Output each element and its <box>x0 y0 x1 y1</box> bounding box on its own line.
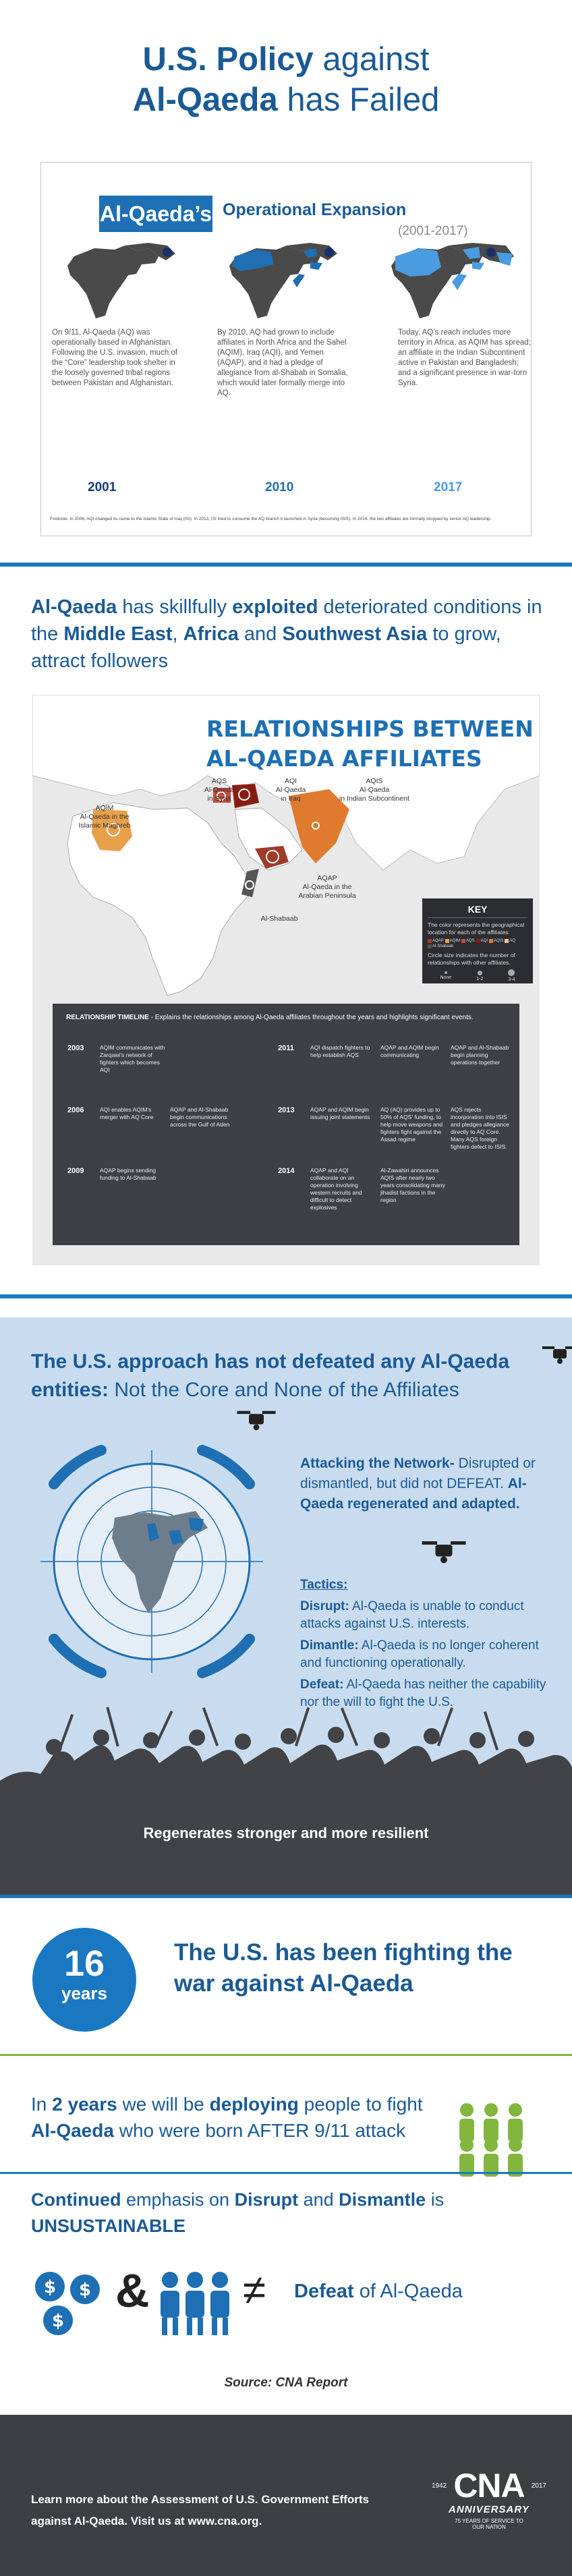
text-run: deteriorated conditions in the <box>31 596 542 645</box>
label-aqim: AQIM Al-Qaeda in the Islamic Maghreb <box>78 804 131 830</box>
text-run: we will be <box>117 2094 210 2115</box>
label-aqs: AQS Al-Qaeda in Syria <box>204 777 235 803</box>
text-run: deploying <box>209 2094 299 2115</box>
key-label: AQIM <box>449 939 461 943</box>
expansion-footnote: Footnote: In 2006, AQI changed its name to the Islamic State of Iraq (ISI). In 2013, ISI tried to consume the AQ branch it launched in Syria (becoming ISIS). In 2014, the two affiliates are formally dropped by senior AQ leadership. <box>50 517 492 521</box>
text-run: Africa <box>183 623 239 645</box>
timeline-year: 2009 <box>67 1167 84 1175</box>
text-run: is <box>426 2189 445 2210</box>
text-run: Continued <box>31 2189 121 2210</box>
timeline-year: 2006 <box>67 1106 84 1114</box>
money-icon <box>32 2270 105 2338</box>
key-swatch <box>489 939 493 943</box>
text-run: Southwest Asia <box>282 623 428 645</box>
key-legend-item <box>489 939 503 943</box>
divider-3 <box>0 1895 572 1898</box>
tactic-item <box>300 1598 550 1633</box>
timeline-event: AQIM communicates with Zarqawi’s network of fighters which becomes AQI <box>100 1044 165 1073</box>
timeline-year: 2013 <box>278 1106 295 1114</box>
text-run: Al-Qaeda <box>31 596 117 618</box>
expansion-range: (2001-2017) <box>398 224 468 238</box>
label-al-shabaab: Al-Shabaab <box>260 915 298 923</box>
expansion-heading: Operational Expansion <box>223 200 407 219</box>
drone-icon <box>417 1535 471 1568</box>
text-run: Not the Core and None of the Affiliates <box>109 1379 459 1401</box>
text-run: Dismantle <box>339 2189 426 2210</box>
key-swatch <box>428 944 432 948</box>
key-swatch <box>476 939 480 943</box>
tactic-term: Dimantle: <box>300 1638 359 1653</box>
timeline-event: AQI dispatch fighters to help establish AQS <box>310 1044 370 1058</box>
tactics <box>300 1576 550 1715</box>
year-2010: 2010 <box>265 480 294 494</box>
regen-band <box>0 1794 572 1895</box>
text-run: to grow, attract followers <box>31 623 501 672</box>
text-run: emphasis on <box>121 2189 235 2210</box>
text-run: has skillfully <box>117 596 233 618</box>
timeline-event: AQAP and AQIM begin issuing joint statements <box>310 1106 370 1120</box>
divider-4 <box>0 2172 572 2174</box>
label-aqis: AQIS Al-Qaeda in Indian Subcontinent <box>339 777 409 803</box>
key-sizes <box>428 969 527 982</box>
tactic-term: Defeat: <box>300 1678 344 1692</box>
unsustainable-text <box>31 2187 544 2239</box>
text-run: Disrupt <box>234 2189 299 2210</box>
text-run: Al-Qaeda regenerated and adapted. <box>300 1476 527 1512</box>
key-swatch <box>461 939 465 943</box>
not-equal-sign: ≠ <box>243 2267 266 2314</box>
key-legend-item <box>461 939 475 943</box>
tactics-list <box>300 1598 550 1711</box>
expansion-text-2001: On 9/11, Al-Qaeda (AQ) was operationally based in Afghanistan. Following the U.S. invasion, much of the “Core” leadership took shelter in the loosely governed tribal regions between Pakistan and Afghanistan. <box>52 328 178 387</box>
tactic-desc: Al-Qaeda is no longer coherent and functioning operationally. <box>300 1638 539 1670</box>
key-label: Al-Shabaab <box>432 944 454 948</box>
timeline-year: 2011 <box>278 1044 294 1052</box>
timeline-event: AQAP and AQIM begin communicating <box>380 1044 439 1058</box>
relationship-timeline <box>53 1004 519 1245</box>
text-run: Middle East <box>63 623 173 645</box>
text-run: , <box>172 623 183 645</box>
tactic-term: Disrupt: <box>300 1599 349 1613</box>
map-2010 <box>229 243 337 318</box>
text-run: people to fight <box>298 2094 423 2115</box>
map-title: RELATIONSHIPS BETWEEN AL-QAEDA AFFILIATES <box>206 716 534 772</box>
tactic-desc: Al-Qaeda has neither the capability nor the will to fight the U.S. <box>300 1678 546 1709</box>
footer-text[interactable]: Learn more about the Assessment of U.S. Government Efforts against Al-Qaeda. Visit us at www.cna.org. <box>31 2493 369 2527</box>
map-key: KEY The color represents the geographical location for each of the affiliates. AQAP AQIM AQS AQI AQIS AQ Al-Shabaab Circle size indicates the number of relationships with other affiliates. None 1-2 3-4 <box>422 898 533 983</box>
tactic-desc: Al-Qaeda is unable to conduct attacks against U.S. interests. <box>300 1599 524 1631</box>
attacking-network-text <box>300 1454 550 1514</box>
timeline-event: AQAP begins sending funding to Al-Shabaab <box>100 1167 156 1181</box>
cna-logo: CNA 1942 2017 ANNIVERSARY 75 YEARS OF SERVICE TO OUR NATION <box>432 2467 546 2530</box>
year-2017: 2017 <box>434 480 463 494</box>
text-run: The U.S. approach has not defeated any Al-Qaeda entities: <box>31 1350 510 1401</box>
soldiers-silhouette <box>0 1707 572 1801</box>
svg-text:$: $ <box>43 2277 57 2297</box>
text-run: Al-Qaeda <box>31 2120 114 2141</box>
year-2001: 2001 <box>88 480 117 494</box>
source-text: Source: CNA Report <box>224 2376 348 2390</box>
key-swatch <box>445 939 449 943</box>
text-run: Disrupted or dismantled, but did not DEFEAT. <box>300 1456 536 1491</box>
divider-2 <box>0 1294 572 1298</box>
timeline-heading: RELATIONSHIP TIMELINE - Explains the relationships among Al-Qaeda affiliates throughout the years and highlights significant events. <box>66 1014 474 1021</box>
fighting-text: The U.S. has been fighting the war against Al-Qaeda <box>174 1939 513 1997</box>
text-run: exploited <box>232 596 318 618</box>
tactics-title: Tactics: <box>300 1578 348 1592</box>
people-team-icon <box>155 2270 235 2337</box>
label-aqap: AQAP Al-Qaeda in the Arabian Peninsula <box>298 874 356 900</box>
page-title: U.S. Policy against Al-Qaeda has Failed <box>132 41 440 118</box>
mini-maps <box>47 236 533 324</box>
label-aqi: AQI Al-Qaeda in Iraq <box>275 777 306 803</box>
text-run: 2 years <box>52 2094 117 2115</box>
divider-green <box>0 2054 572 2056</box>
key-legend <box>428 939 527 948</box>
timeline-event: AQS rejects incorporation into ISIS and pledges allegiance directly to AQ Core. Many AQS foreign fighters defect to ISIS. <box>451 1106 509 1150</box>
drone-icon <box>233 1405 280 1435</box>
timeline-event: Al-Zawahiri announces AQIS after nearly two years consolidating many jihadist factions in the region <box>380 1167 445 1203</box>
expansion-text-2010: By 2010, AQ had grown to include affiliates in North Africa and the Sahel (AQIM), Iraq (AQI), and Yemen (AQAP), and it had a pledge of allegiance from al-Shabab in Somalia, which would later formally merge into AQ. <box>217 328 348 397</box>
key-size-large: 3-4 <box>508 969 515 982</box>
timeline-event: AQAP and Al-Shabaab begin planning operations together <box>451 1044 509 1066</box>
key-legend-item <box>505 939 515 943</box>
regen-text: Regenerates stronger and more resilient <box>143 1825 429 1841</box>
ampersand: & <box>115 2264 150 2317</box>
key-swatch <box>505 939 509 943</box>
text-run: Attacking the Network- <box>300 1456 455 1471</box>
drone-icon <box>540 1341 572 1368</box>
map-2017 <box>391 243 514 318</box>
years-badge: 16 years <box>32 1928 136 2032</box>
timeline-event: AQAP and AQI collaborate on an operation involving western recruits and difficult to detect explosives <box>310 1167 362 1211</box>
text-run: and <box>298 2189 339 2210</box>
key-label: AQAP <box>432 939 444 943</box>
timeline-event: AQI enables AQIM’s merger with AQ Core <box>100 1106 154 1120</box>
key-label: AQ <box>509 939 516 943</box>
approach-heading <box>31 1348 517 1404</box>
expansion-badge: Al-Qaeda’s <box>99 196 212 232</box>
key-legend-item <box>428 939 444 943</box>
defeat-text: Defeat of Al-Qaeda <box>294 2281 463 2302</box>
svg-text:$: $ <box>51 2311 65 2331</box>
key-label: AQI <box>480 939 488 943</box>
key-legend-item <box>445 939 460 943</box>
svg-text:$: $ <box>78 2280 92 2300</box>
key-size-none: None <box>440 971 452 980</box>
map-2001 <box>67 243 175 318</box>
expansion-text-2017: Today, AQ’s reach includes more territory in Africa, as AQIM has spread; an affiliate in the Indian Subcontinent active in Pakistan and Bangladesh; and a significant presence in war-torn Syria. <box>398 328 531 387</box>
text-run: UNSUSTAINABLE <box>31 2216 185 2236</box>
text-run: In <box>31 2094 53 2115</box>
divider-1 <box>0 563 572 567</box>
key-size-small: 1-2 <box>476 971 483 981</box>
key-legend-item <box>476 939 488 943</box>
deploying-text <box>31 2091 442 2144</box>
key-label: AQS <box>466 939 475 943</box>
people-group-icon <box>453 2100 529 2177</box>
text-run: who were born AFTER 9/11 attack <box>113 2120 406 2141</box>
timeline-year: 2014 <box>278 1167 295 1175</box>
key-swatch <box>428 939 432 943</box>
section2-lead <box>31 594 544 675</box>
timeline-event: AQ (AQ) provides up to 50% of AQS’ funding, to help move weapons and fighters fight against the Assad regime <box>380 1106 443 1143</box>
timeline-event: AQAP and Al-Shabaab begin communications across the Gulf of Aden <box>170 1106 230 1128</box>
timeline-year: 2003 <box>67 1044 84 1052</box>
text-run: and <box>238 623 283 645</box>
crosshair-globe <box>27 1437 277 1686</box>
key-label: AQIS <box>494 939 504 943</box>
tactic-item <box>300 1637 550 1672</box>
key-legend-item <box>428 944 453 948</box>
